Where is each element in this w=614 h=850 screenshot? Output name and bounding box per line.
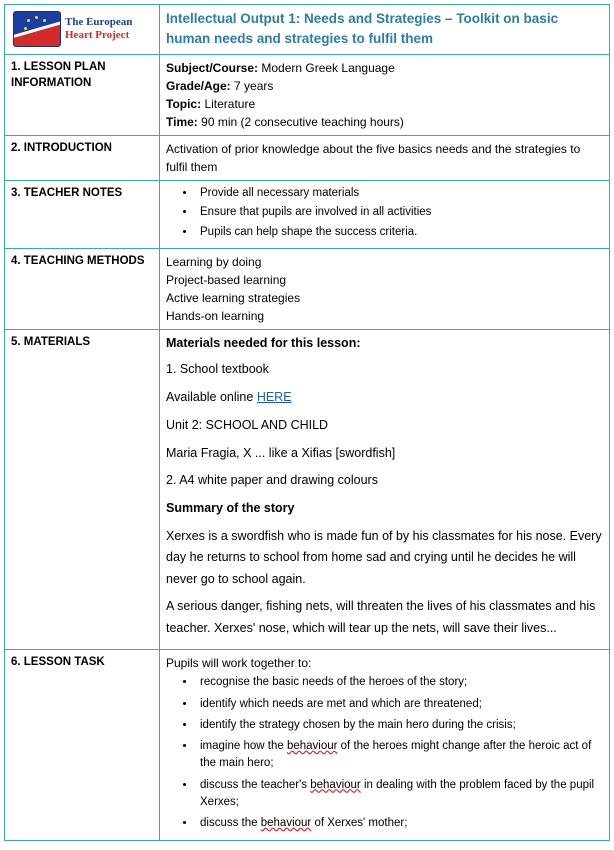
field-subject-value: Modern Greek Language bbox=[261, 60, 395, 75]
field-time-key: Time: bbox=[166, 114, 198, 129]
field-grade-key: Grade/Age: bbox=[166, 78, 231, 93]
teacher-notes-list bbox=[166, 185, 603, 241]
field-topic bbox=[166, 95, 603, 113]
row-label-introduction: 2. INTRODUCTION bbox=[5, 135, 160, 180]
list-item: • discuss the teacher's behaviour in dealing with the problem faced by the pupil Xerxes; bbox=[196, 777, 603, 812]
logo-line-2: Heart Project bbox=[65, 29, 130, 41]
table-row-introduction bbox=[5, 135, 610, 180]
field-grade-value: 7 years bbox=[234, 78, 274, 93]
summary-paragraph: Xerxes is a swordfish who is made fun of by his classmates for his nose. Every day he returns to school from home sad and crying until he decides he will never go to school again. bbox=[166, 528, 602, 586]
row-label-teaching-methods: 4. TEACHING METHODS bbox=[5, 248, 160, 329]
table-row-lesson-information bbox=[5, 54, 610, 135]
field-topic-key: Topic: bbox=[166, 96, 202, 111]
list-item: • Provide all necessary materials bbox=[196, 185, 603, 202]
materials-line-unit: Unit 2: SCHOOL AND CHILD bbox=[166, 417, 329, 432]
summary-paragraph: A serious danger, fishing nets, will threaten the lives of his classmates and his teacher. Xerxes' nose, which will tear up the nets, will save their lives... bbox=[166, 599, 596, 635]
row-label-teacher-notes: 3. TEACHER NOTES bbox=[5, 180, 160, 248]
list-item: • identify the strategy chosen by the main hero during the crisis; bbox=[196, 717, 603, 734]
field-subject-key: Subject/Course: bbox=[166, 60, 259, 75]
row-content-lesson-task bbox=[160, 650, 610, 841]
row-content-materials bbox=[160, 329, 610, 650]
table-row-lesson-task bbox=[5, 650, 610, 841]
available-online-text: Available online bbox=[166, 390, 257, 405]
lesson-task-intro: Pupils will work together to: bbox=[166, 656, 312, 671]
row-content-teacher-notes bbox=[160, 180, 610, 248]
list-item: • Ensure that pupils are involved in all activities bbox=[196, 204, 603, 221]
teaching-method-line: Project-based learning bbox=[166, 272, 287, 287]
project-logo-text bbox=[65, 16, 132, 41]
teaching-method-line: Learning by doing bbox=[166, 254, 262, 269]
list-item: • identify which needs are met and which are threatened; bbox=[196, 696, 603, 713]
project-logo-cell bbox=[5, 5, 160, 55]
here-link[interactable]: HERE bbox=[256, 390, 292, 405]
list-item: • imagine how the behaviour of the heroes might change after the heroic act of the main hero; bbox=[196, 738, 603, 773]
materials-line-paper: 2. A4 white paper and drawing colours bbox=[166, 473, 378, 488]
row-content-lesson-information bbox=[160, 54, 610, 135]
table-row-header bbox=[5, 5, 610, 55]
field-time bbox=[166, 113, 603, 131]
teaching-method-line: Hands-on learning bbox=[166, 308, 265, 323]
field-topic-value: Literature bbox=[204, 96, 256, 111]
table-row-teacher-notes bbox=[5, 180, 610, 248]
list-item: • recognise the basic needs of the heroes of the story; bbox=[196, 674, 603, 691]
materials-line-author: Maria Fragia, X ... like a Xifias [swordfish] bbox=[166, 445, 396, 460]
eu-flag-icon bbox=[13, 11, 61, 47]
document-title: Intellectual Output 1: Needs and Strategies – Toolkit on basic human needs and strategies to fulfil them bbox=[160, 5, 610, 55]
materials-heading: Materials needed for this lesson: bbox=[166, 335, 361, 350]
list-item: • discuss the behaviour of Xerxes' mother; bbox=[196, 815, 603, 832]
teaching-method-line: Active learning strategies bbox=[166, 290, 301, 305]
field-subject bbox=[166, 59, 603, 77]
list-item: • Pupils can help shape the success criteria. bbox=[196, 224, 603, 241]
row-label-materials: 5. MATERIALS bbox=[5, 329, 160, 650]
table-row-materials bbox=[5, 329, 610, 650]
row-label-lesson-task: 6. LESSON TASK bbox=[5, 650, 160, 841]
row-content-introduction: Activation of prior knowledge about the five basics needs and the strategies to fulfil them bbox=[160, 135, 610, 180]
lesson-task-list bbox=[166, 674, 603, 832]
row-label-lesson-information: 1. LESSON PLAN INFORMATION bbox=[5, 54, 160, 135]
field-grade bbox=[166, 77, 603, 95]
materials-line-textbook: 1. School textbook bbox=[166, 362, 269, 377]
logo-line-1: The European bbox=[65, 16, 133, 29]
project-logo bbox=[11, 9, 153, 49]
lesson-plan-table bbox=[4, 4, 610, 841]
table-row-teaching-methods bbox=[5, 248, 610, 329]
summary-heading: Summary of the story bbox=[166, 501, 295, 516]
materials-line-available-online bbox=[166, 388, 603, 407]
field-time-value: 90 min (2 consecutive teaching hours) bbox=[201, 114, 404, 129]
row-content-teaching-methods bbox=[160, 248, 610, 329]
